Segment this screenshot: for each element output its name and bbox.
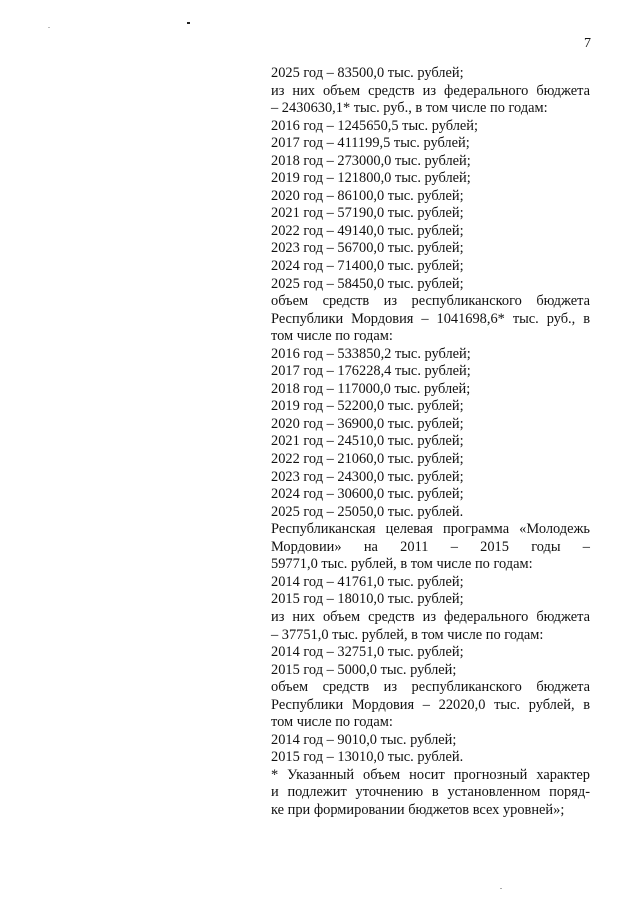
text-line: 2025 год – 25050,0 тыс. рублей.	[271, 503, 464, 520]
text-line: 2023 год – 24300,0 тыс. рублей;	[271, 468, 464, 485]
page-number: 7	[584, 36, 591, 51]
text-line: 2020 год – 36900,0 тыс. рублей;	[271, 415, 464, 432]
text-line: том числе по годам:	[271, 714, 393, 731]
text-line: 2025 год – 58450,0 тыс. рублей;	[271, 275, 464, 292]
text-line: 2022 год – 21060,0 тыс. рублей;	[271, 451, 464, 468]
text-line: 2015 год – 18010,0 тыс. рублей;	[271, 591, 464, 608]
text-line: том числе по годам:	[271, 328, 393, 345]
text-line: ке при формировании бюджетов всех уровней»;	[271, 801, 565, 818]
text-line: 2014 год – 41761,0 тыс. рублей;	[271, 573, 464, 590]
text-line: 2016 год – 533850,2 тыс. рублей;	[271, 345, 471, 362]
text-line: из них объем средств из федерального бюджета	[271, 82, 590, 99]
text-line: 2025 год – 83500,0 тыс. рублей;	[271, 65, 464, 81]
text-line: * Указанный объем носит прогнозный характер	[271, 766, 590, 783]
text-line: Республики Мордовия – 22020,0 тыс. рублей, в	[271, 696, 590, 713]
text-line: 59771,0 тыс. рублей, в том числе по годам:	[271, 556, 533, 573]
document-body	[271, 65, 590, 820]
text-line: 2015 год – 5000,0 тыс. рублей;	[271, 661, 457, 678]
text-line: 2022 год – 49140,0 тыс. рублей;	[271, 222, 464, 239]
text-line: 2018 год – 273000,0 тыс. рублей;	[271, 152, 471, 169]
text-line: Республики Мордовия – 1041698,6* тыс. руб., в	[271, 310, 590, 327]
text-line: 2016 год – 1245650,5 тыс. рублей;	[271, 117, 478, 134]
text-line: 2024 год – 71400,0 тыс. рублей;	[271, 258, 464, 275]
scan-speck	[500, 888, 502, 889]
text-line: объем средств из республиканского бюджета	[271, 679, 590, 696]
text-line: 2021 год – 57190,0 тыс. рублей;	[271, 205, 464, 222]
text-line: 2019 год – 52200,0 тыс. рублей;	[271, 398, 464, 415]
scan-mark	[187, 22, 190, 24]
text-line: 2024 год – 30600,0 тыс. рублей;	[271, 486, 464, 503]
text-line: Мордовии» на 2011 – 2015 годы –	[271, 538, 590, 555]
text-line: и подлежит уточнению в установленном поряд-	[271, 784, 590, 801]
text-line: 2014 год – 32751,0 тыс. рублей;	[271, 644, 464, 661]
text-line: 2020 год – 86100,0 тыс. рублей;	[271, 187, 464, 204]
text-line: – 2430630,1* тыс. руб., в том числе по годам:	[271, 100, 548, 117]
text-line: 2017 год – 176228,4 тыс. рублей;	[271, 363, 471, 380]
text-line: 2017 год – 411199,5 тыс. рублей;	[271, 135, 470, 152]
scan-speck	[48, 27, 50, 28]
text-line: 2023 год – 56700,0 тыс. рублей;	[271, 240, 464, 257]
text-line: 2014 год – 9010,0 тыс. рублей;	[271, 731, 457, 748]
text-line: объем средств из республиканского бюджета	[271, 293, 590, 310]
text-line: 2015 год – 13010,0 тыс. рублей.	[271, 749, 464, 766]
text-line: из них объем средств из федерального бюджета	[271, 608, 590, 625]
text-line: 2019 год – 121800,0 тыс. рублей;	[271, 170, 471, 187]
text-line: 2021 год – 24510,0 тыс. рублей;	[271, 433, 464, 450]
text-line: 2018 год – 117000,0 тыс. рублей;	[271, 380, 471, 397]
text-line: – 37751,0 тыс. рублей, в том числе по годам:	[271, 626, 544, 643]
text-line: Республиканская целевая программа «Молодежь	[271, 521, 590, 538]
